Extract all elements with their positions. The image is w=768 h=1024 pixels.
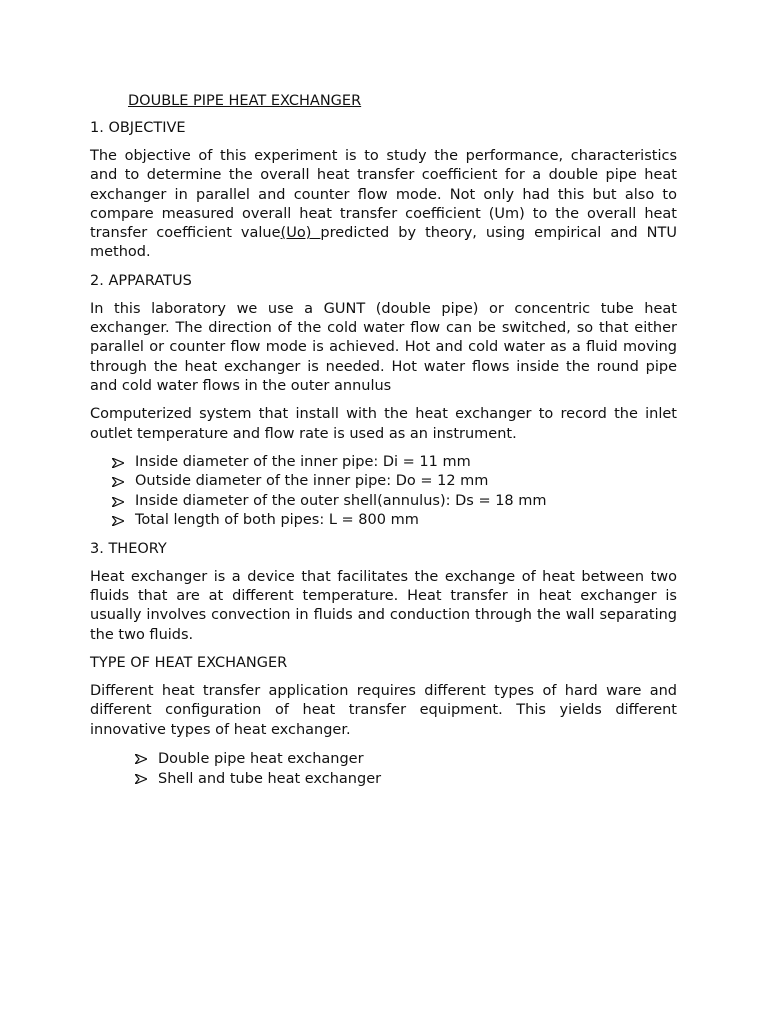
apparatus-paragraph-1: In this laboratory we use a GUNT (double pipe) or concentric tube heat exchanger. The direction of the cold water flow can be switched, so that either parallel or counter flow mode is achieved. Hot and cold water as a fluid moving through the heat exchanger is needed. Hot water flows inside the round pipe and cold water flows in the outer annulus (90, 300, 677, 394)
arrowhead-bullet-icon (135, 754, 147, 764)
type-text: Double pipe heat exchanger (158, 750, 364, 767)
apparatus-paragraph-2: Computerized system that install with the heat exchanger to record the inlet outlet temperature and flow rate is used as an instrument. (90, 406, 677, 442)
types-list (90, 749, 677, 790)
arrowhead-bullet-icon (112, 458, 124, 468)
spec-text: Outside diameter of the inner pipe: Do = 12 mm (135, 473, 489, 490)
list-item (90, 749, 677, 770)
list-item (90, 472, 677, 492)
arrowhead-bullet-icon (135, 774, 147, 784)
spec-text: Inside diameter of the inner pipe: Di = 11 mm (135, 453, 471, 470)
theory-heading: 3. THEORY (90, 540, 167, 557)
objective-paragraph (90, 147, 677, 263)
theory-paragraph: Heat exchanger is a device that facilitates the exchange of heat between two fluids that are at different temperature. Heat transfer in heat exchanger is usually involves convection in fluids and conduction through the wall separating the two fluids. (90, 568, 677, 643)
document-title-text: DOUBLE PIPE HEAT EXCHANGER (128, 93, 362, 109)
arrowhead-bullet-icon (112, 477, 124, 487)
objective-heading: 1. OBJECTIVE (90, 120, 186, 136)
objective-text-part1: The objective of this experiment is to study the performance, characteristics and to determine the overall heat transfer coefficient for a double pipe heat exchanger in parallel and counter flow mode. Not only had this but also to compare measured overall heat transfer coefficient (Um) to the overall heat transfer coefficient value (90, 148, 677, 242)
apparatus-spec-list (90, 453, 677, 531)
arrowhead-bullet-icon (112, 516, 124, 526)
objective-text-part2: predicted by theory, using empirical and NTU method. (90, 225, 677, 261)
spec-text: Total length of both pipes: L = 800 mm (135, 512, 419, 529)
list-item (90, 769, 677, 790)
list-item (90, 492, 677, 512)
objective-text-underlined: (Uo) (280, 225, 321, 242)
apparatus-heading: 2. APPARATUS (90, 272, 192, 289)
list-item (90, 511, 677, 531)
list-item (90, 453, 677, 473)
types-heading: TYPE OF HEAT EXCHANGER (90, 655, 288, 672)
type-text: Shell and tube heat exchanger (158, 771, 382, 788)
types-paragraph: Different heat transfer application requires different types of hard ware and different configuration of heat transfer equipment. This yields different innovative types of heat exchanger. (90, 683, 677, 738)
arrowhead-bullet-icon (112, 497, 124, 507)
document-title (128, 92, 677, 111)
spec-text: Inside diameter of the outer shell(annulus): Ds = 18 mm (135, 492, 547, 509)
document-page (90, 92, 677, 799)
